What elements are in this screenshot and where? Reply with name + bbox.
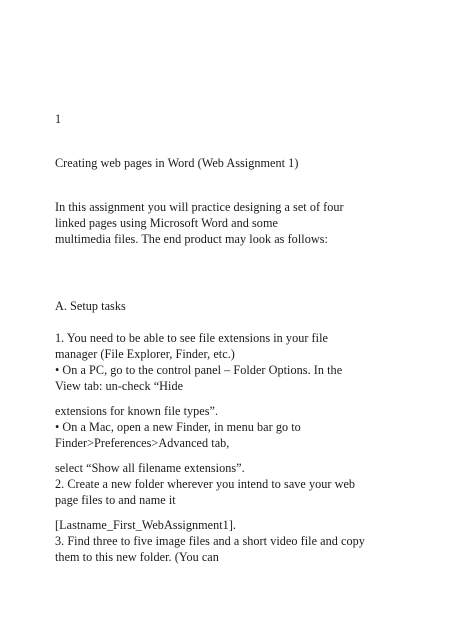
body-line: them to this new folder. (You can <box>55 550 219 564</box>
body-line: extensions for known file types”. <box>55 404 219 418</box>
body-line: 2. Create a new folder wherever you intend to save your web <box>55 477 356 491</box>
intro-line: linked pages using Microsoft Word and some <box>55 216 278 230</box>
body-line: select “Show all filename extensions”. <box>55 461 245 475</box>
body-line: [Lastname_First_WebAssignment1]. <box>55 518 237 532</box>
body-line: 1. You need to be able to see file extensions in your file <box>55 331 328 345</box>
body-line: 3. Find three to five image files and a short video file and copy <box>55 534 365 548</box>
body-line: • On a PC, go to the control panel – Folder Options. In the <box>55 363 343 377</box>
body-line: • On a Mac, open a new Finder, in menu bar go to <box>55 420 301 434</box>
body-line: manager (File Explorer, Finder, etc.) <box>55 347 235 361</box>
body-line: View tab: un-check “Hide <box>55 379 184 393</box>
page-number: 1 <box>55 112 62 126</box>
section-heading: A. Setup tasks <box>55 299 126 313</box>
document-title: Creating web pages in Word (Web Assignment 1) <box>55 156 299 170</box>
body-line: page files to and name it <box>55 493 176 507</box>
body-line: Finder>Preferences>Advanced tab, <box>55 436 230 450</box>
intro-line: multimedia files. The end product may look as follows: <box>55 232 328 246</box>
intro-line: In this assignment you will practice designing a set of four <box>55 200 344 214</box>
